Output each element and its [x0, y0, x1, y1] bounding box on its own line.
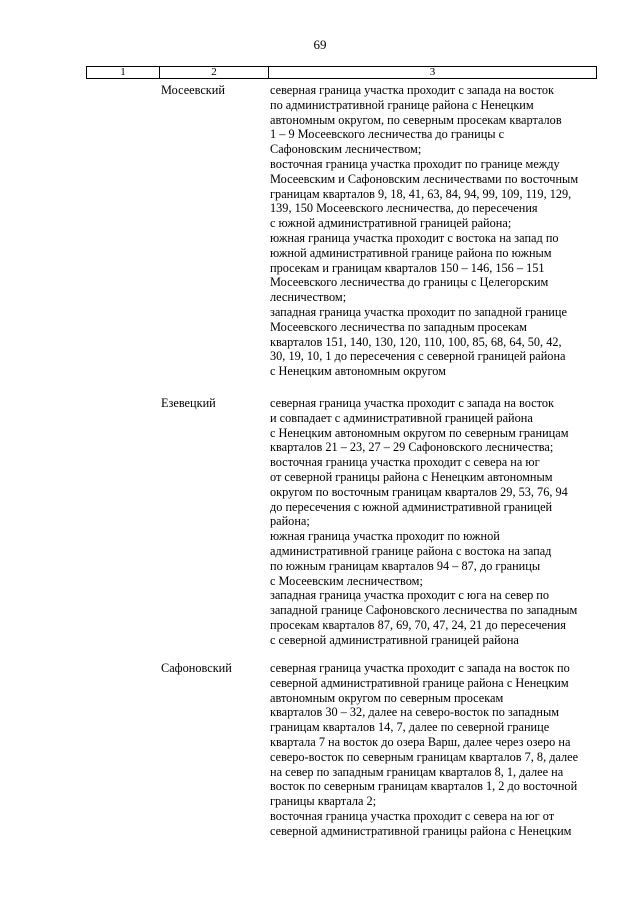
description-line: Сафоновским лесничеством;: [270, 142, 422, 157]
description-line: с южной административной границей района;: [270, 216, 512, 231]
description-line: автономным округом по северным просекам: [270, 690, 504, 705]
description-line: южной административной границе района по южным: [270, 245, 552, 260]
description-line: южная граница участка проходит с востока на запад по: [270, 230, 559, 245]
description-line: Мосеевского лесничества по западным просекам: [270, 319, 527, 334]
description-line: границам кварталов 14, 7, далее по северной границе: [270, 720, 550, 735]
forest-district-name: Сафоновский: [161, 661, 232, 675]
boundary-description: [270, 661, 600, 839]
description-line: по административной границе района с Ненецким: [270, 97, 534, 112]
table-column-header: [86, 66, 597, 79]
description-line: на север по западным границам кварталов 8, 1, далее на: [270, 764, 564, 779]
description-line: северная граница участка проходит с запада на восток по: [270, 661, 570, 675]
description-line: северной административной границы района с Ненецким: [270, 823, 572, 838]
description-line: границам кварталов 9, 18, 41, 63, 84, 94, 99, 109, 119, 129,: [270, 186, 572, 201]
description-line: района;: [270, 514, 310, 529]
description-line: восточная граница участка проходит по границе между: [270, 156, 560, 171]
description-line: 1 – 9 Мосеевского лесничества до границы с: [270, 127, 505, 142]
column-number-1: 1: [87, 67, 160, 78]
column-number-3: 3: [429, 66, 436, 78]
description-line: восточная граница участка проходит с севера на юг: [270, 455, 540, 470]
description-line: Мосеевского лесничества до границы с Целегорским: [270, 275, 549, 290]
description-line: кварталов 21 – 23, 27 – 29 Сафоновского лесничества;: [270, 440, 554, 455]
description-line: северная граница участка проходит с запада на восток: [270, 396, 554, 410]
description-line: северной административной границе района с Ненецким: [270, 675, 569, 690]
description-line: лесничеством;: [270, 290, 347, 305]
description-line: 139, 150 Мосеевского лесничества, до пересечения: [270, 201, 538, 216]
description-line: просекам кварталов 87, 69, 70, 47, 24, 21 до пересечения: [270, 617, 566, 632]
description-line: восточная граница участка проходит с севера на юг от: [270, 808, 555, 823]
boundary-description: [270, 396, 600, 648]
forest-district-name: Езевецкий: [161, 396, 216, 410]
description-line: с Мосеевским лесничеством;: [270, 573, 423, 588]
description-line: Мосеевским и Сафоновским лесничествами по восточным: [270, 171, 579, 186]
description-line: северная граница участка проходит с запада на восток: [270, 83, 554, 97]
description-line: границы квартала 2;: [270, 794, 377, 809]
description-line: северо-восток по северным границам кварталов 7, 8, далее: [270, 749, 579, 764]
description-line: от северной границы района с Ненецким автономным: [270, 469, 553, 484]
description-line: автономным округом, по северным просекам кварталов: [270, 112, 562, 127]
description-line: просекам и границам кварталов 150 – 146, 156 – 151: [270, 260, 545, 275]
description-line: с Ненецким автономным округом по северным границам: [270, 425, 569, 440]
description-line: и совпадает с административной границей района: [270, 410, 533, 425]
column-number-2: 2: [160, 67, 269, 78]
description-line: западной границе Сафоновского лесничества по западным: [270, 603, 578, 618]
description-line: до пересечения с южной административной границей: [270, 499, 553, 514]
description-line: 30, 19, 10, 1 до пересечения с северной границей района: [270, 349, 566, 364]
description-line: западная граница участка проходит с юга на север по: [270, 588, 550, 603]
description-line: южная граница участка проходит по южной: [270, 529, 500, 544]
description-line: с Ненецким автономным округом: [270, 364, 446, 379]
description-line: с северной административной границей района: [270, 632, 519, 647]
description-line: по южным границам кварталов 94 – 87, до границы: [270, 558, 541, 573]
forest-district-name: Мосеевский: [161, 83, 225, 97]
boundary-description: [270, 83, 600, 379]
description-line: административной границе района с востока на запад: [270, 543, 552, 558]
description-line: округом по восточным границам кварталов 29, 53, 76, 94: [270, 484, 568, 499]
description-line: кварталов 151, 140, 130, 120, 110, 100, 85, 68, 64, 50, 42,: [270, 334, 562, 349]
description-line: восток по северным границам кварталов 1, 2 до восточной: [270, 779, 578, 794]
page-number: 69: [313, 37, 327, 52]
description-line: кварталов 30 – 32, далее на северо-восток по западным: [270, 705, 559, 720]
description-line: квартала 7 на восток до озера Варш, далее через озеро на: [270, 734, 571, 749]
description-line: западная граница участка проходит по западной границе: [270, 304, 567, 319]
